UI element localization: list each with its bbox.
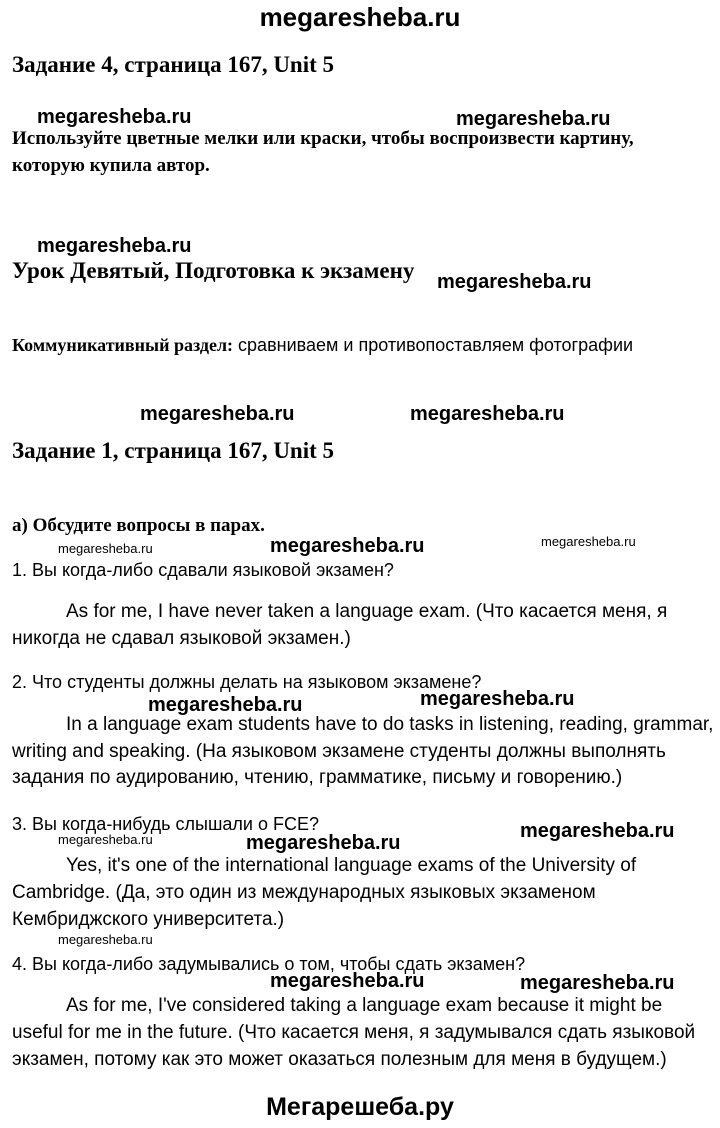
watermark: megaresheba.ru [246,832,401,854]
watermark: megaresheba.ru [437,271,592,293]
watermark: megaresheba.ru [270,535,425,557]
site-footer: Мегарешеба.ру [266,1093,454,1121]
watermark-small: megaresheba.ru [541,534,636,549]
answer-4-line1: As for me, I've considered taking a language exam because it might be [66,995,663,1016]
answer-3-line2: Cambridge. (Да, это один из международных языковых экзаменом [12,882,596,903]
answer-4-line3: экзамен, потому как это может оказаться полезным для меня в будущем.) [12,1049,667,1070]
watermark: megaresheba.ru [140,403,295,425]
question-3: 3. Вы когда-нибудь слышали о FCE? [12,814,319,834]
answer-3-line1: Yes, it's one of the international language exams of the University of [66,855,637,876]
question-4: 4. Вы когда-либо задумывались о том, чтобы сдать экзамен? [12,954,526,974]
watermark: megaresheba.ru [37,235,192,257]
communicative-section [12,335,633,356]
answer-2-line1: In a language exam students have to do tasks in listening, reading, grammar, [66,714,714,735]
task1-subtask: a) Обсудите вопросы в парах. [12,515,265,536]
answer-2-line3: задания по аудированию, чтению, грамматике, письму и говорению.) [12,767,623,788]
task4-heading: Задание 4, страница 167, Unit 5 [12,52,335,77]
watermark: megaresheba.ru [520,972,675,994]
watermark-small: megaresheba.ru [58,541,153,556]
site-header: megaresheba.ru [259,2,461,32]
watermark: megaresheba.ru [410,403,565,425]
watermark-small: megaresheba.ru [58,932,153,947]
watermark: megaresheba.ru [148,694,303,716]
watermark: megaresheba.ru [520,820,675,842]
watermark: megaresheba.ru [37,106,192,128]
question-2-text: 2. Что студенты должны делать на языковом экзамене? [12,672,482,692]
watermark: megaresheba.ru [270,970,425,992]
watermark: megaresheba.ru [456,108,611,130]
answer-4-line2: useful for me in the future. (Что касается меня, я задумывался сдать языковой [12,1022,696,1043]
section-text: сравниваем и противопоставляем фотографии [233,335,634,355]
answer-1-line2: никогда не сдавал языковой экзамен.) [12,628,351,649]
section-label: Коммуникативный раздел: [12,335,234,355]
watermark: megaresheba.ru [420,688,575,710]
answer-3-line3: Кембриджского университета.) [12,909,285,930]
task4-instruction-line1: Используйте цветные мелки или краски, чтобы воспроизвести картину, [12,128,634,149]
question-1: 1. Вы когда-либо сдавали языковой экзамен? [12,560,394,580]
task1-heading: Задание 1, страница 167, Unit 5 [12,438,335,463]
task4-instruction-line2: которую купила автор. [12,155,210,176]
answer-2-line2: writing and speaking. (На языковом экзамене студенты должны выполнять [12,741,666,762]
answer-1-line1: As for me, I have never taken a language exam. (Что касается меня, я [66,601,668,622]
watermark-small: megaresheba.ru [58,832,153,847]
lesson-heading: Урок Девятый, Подготовка к экзамену [12,258,415,283]
